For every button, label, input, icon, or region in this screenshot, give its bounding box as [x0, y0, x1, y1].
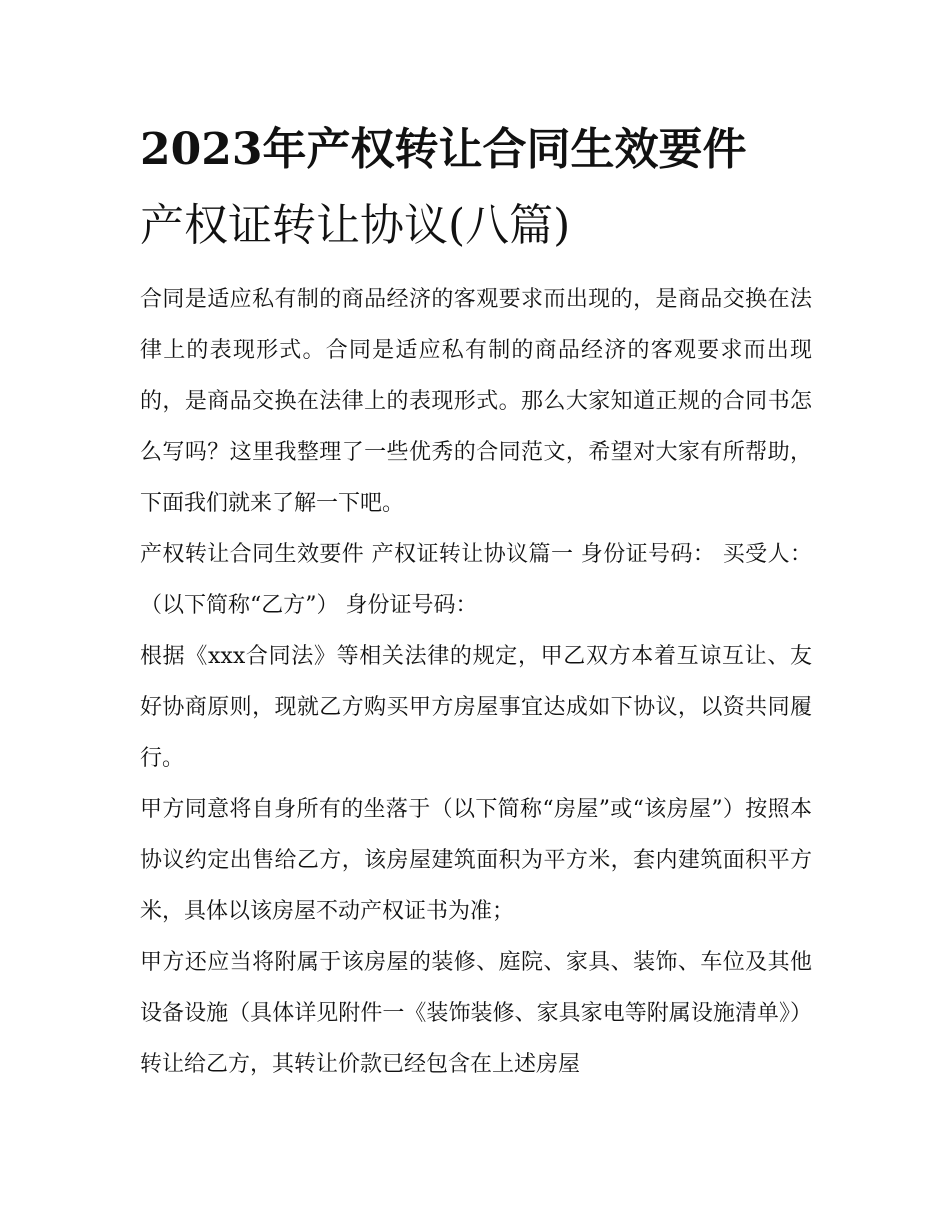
paragraph-fixtures: 甲方还应当将附属于该房屋的装修、庭院、家具、装饰、车位及其他设备设施（具体详见附件一《装饰装修、家具家电等附属设施清单》）转让给乙方，其转让价款已经包含在上述房屋	[140, 950, 812, 1077]
paragraph-legal-basis: 根据《xxx合同法》等相关法律的规定，甲乙双方本着互谅互让、友好协商原则，现就乙方购买甲方房屋事宜达成如下协议，以资共同履行。	[140, 644, 812, 771]
paragraph-parties: 产权转让合同生效要件 产权证转让协议篇一 身份证号码： 买受人：（以下简称“乙方”） 身份证号码：	[140, 542, 812, 618]
paragraph-property: 甲方同意将自身所有的坐落于（以下简称“房屋”或“该房屋”）按照本协议约定出售给乙方，该房屋建筑面积为平方米，套内建筑面积平方米，具体以该房屋不动产权证书为准；	[140, 797, 812, 924]
title-line-2: 产权证转让协议(八篇)	[140, 200, 571, 251]
document-body	[140, 112, 812, 1090]
title-line-1: 2023年产权转让合同生效要件	[140, 124, 747, 175]
document-title	[140, 112, 812, 264]
paragraph-intro: 合同是适应私有制的商品经济的客观要求而出现的，是商品交换在法律上的表现形式。合同是适应私有制的商品经济的客观要求而出现的，是商品交换在法律上的表现形式。那么大家知道正规的合同书怎么写吗？这里我整理了一些优秀的合同范文，希望对大家有所帮助，下面我们就来了解一下吧。	[140, 287, 812, 516]
